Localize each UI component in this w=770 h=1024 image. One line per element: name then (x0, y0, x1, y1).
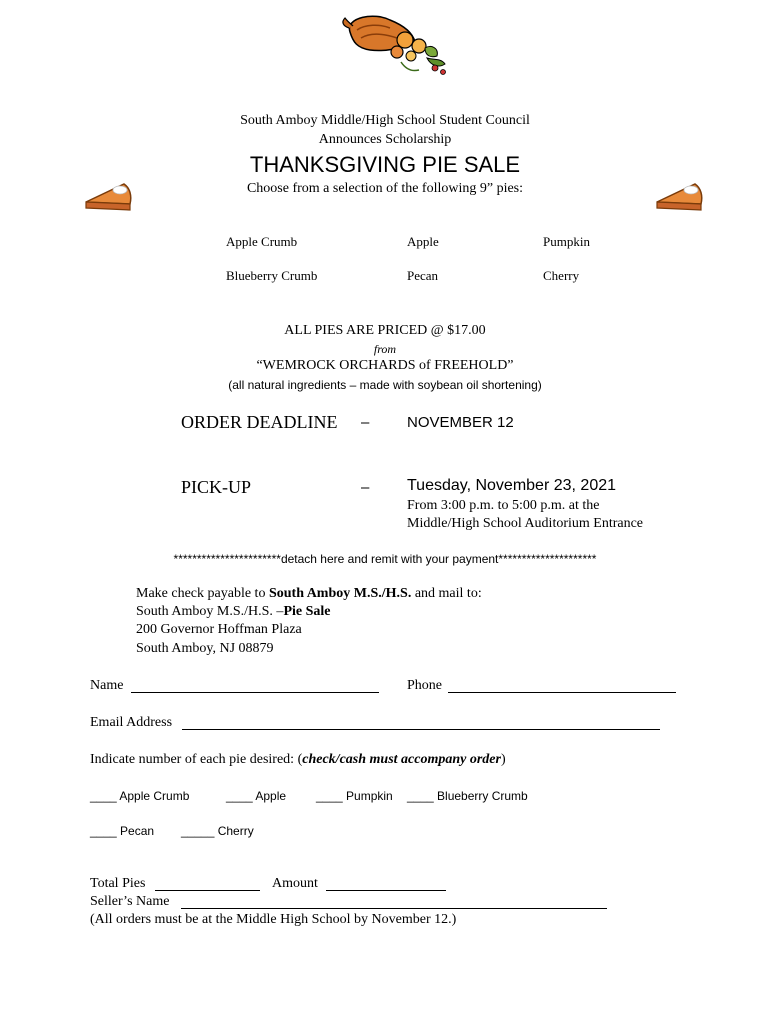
school-name: South Amboy M.S./H.S. (268, 586, 412, 601)
indicate-text: Indicate number of each pie desired: ( (90, 752, 303, 767)
mailing-street: 200 Governor Hoffman Plaza (136, 622, 302, 637)
pie-option: Cherry (543, 268, 580, 283)
pickup-label: PICK-UP (181, 477, 252, 497)
deadline-value: NOVEMBER 12 (407, 414, 514, 431)
vendor-name: “WEMROCK ORCHARDS of FREEHOLD” (256, 358, 514, 373)
pie-selection-subtitle: Choose from a selection of the following 9” pies: (246, 181, 524, 196)
name-label: Name (90, 678, 124, 693)
pickup-date: Tuesday, November 23, 2021 (407, 477, 617, 494)
mailing-text: and mail to: (411, 586, 482, 601)
order-qty-apple-crumb[interactable]: ____ Apple Crumb (90, 789, 190, 803)
announces-heading: Announces Scholarship (318, 132, 452, 147)
pickup-dash: – (361, 479, 370, 496)
from-label: from (373, 342, 397, 356)
order-qty-blueberry-crumb[interactable]: ____ Blueberry Crumb (407, 789, 528, 803)
amount-label: Amount (272, 876, 318, 891)
pickup-location: Middle/High School Auditorium Entrance (407, 516, 644, 531)
order-qty-cherry[interactable]: _____ Cherry (181, 824, 254, 838)
detach-line: ***********************detach here and remit with your payment********************* (173, 552, 597, 566)
council-heading: South Amboy Middle/High School Student Council (240, 113, 530, 128)
page-title: THANKSGIVING PIE SALE (249, 152, 521, 177)
email-field[interactable] (182, 729, 660, 730)
order-qty-apple[interactable]: ____ Apple (226, 789, 287, 803)
pie-option: Pumpkin (543, 234, 590, 249)
email-label: Email Address (90, 715, 173, 730)
ingredients-note: (all natural ingredients – made with soybean oil shortening) (228, 378, 542, 392)
mailing-line-2 (136, 604, 330, 620)
pickup-time: From 3:00 p.m. to 5:00 p.m. at the (407, 498, 600, 513)
order-qty-pecan[interactable]: ____ Pecan (90, 824, 155, 838)
name-field[interactable] (131, 692, 379, 693)
total-pies-field[interactable] (155, 890, 260, 891)
pie-sale-label: Pie Sale (283, 604, 331, 619)
indicate-line (90, 752, 506, 768)
cornucopia-image (335, 12, 455, 80)
pie-option: Pecan (407, 268, 439, 283)
total-pies-label: Total Pies (90, 876, 146, 891)
pie-option: Blueberry Crumb (226, 268, 318, 283)
deadline-dash: – (361, 414, 370, 431)
seller-name-field[interactable] (181, 908, 607, 909)
mailing-city: South Amboy, NJ 08879 (136, 641, 274, 656)
phone-label: Phone (407, 678, 442, 693)
order-qty-pumpkin[interactable]: ____ Pumpkin (316, 789, 393, 803)
pie-option: Apple (407, 234, 439, 249)
pie-option: Apple Crumb (226, 234, 298, 249)
seller-name-label: Seller’s Name (90, 894, 170, 909)
footer-note: (All orders must be at the Middle High School by November 12.) (90, 912, 457, 927)
payment-note: check/cash must accompany order (302, 752, 501, 767)
indicate-text: ) (500, 752, 506, 767)
mailing-text: Make check payable to (136, 586, 269, 601)
phone-field[interactable] (448, 692, 676, 693)
amount-field[interactable] (326, 890, 446, 891)
deadline-label: ORDER DEADLINE (181, 412, 338, 432)
price-line: ALL PIES ARE PRICED @ $17.00 (284, 323, 486, 338)
mailing-line-1 (136, 586, 482, 602)
mailing-text: South Amboy M.S./H.S. – (136, 604, 284, 619)
